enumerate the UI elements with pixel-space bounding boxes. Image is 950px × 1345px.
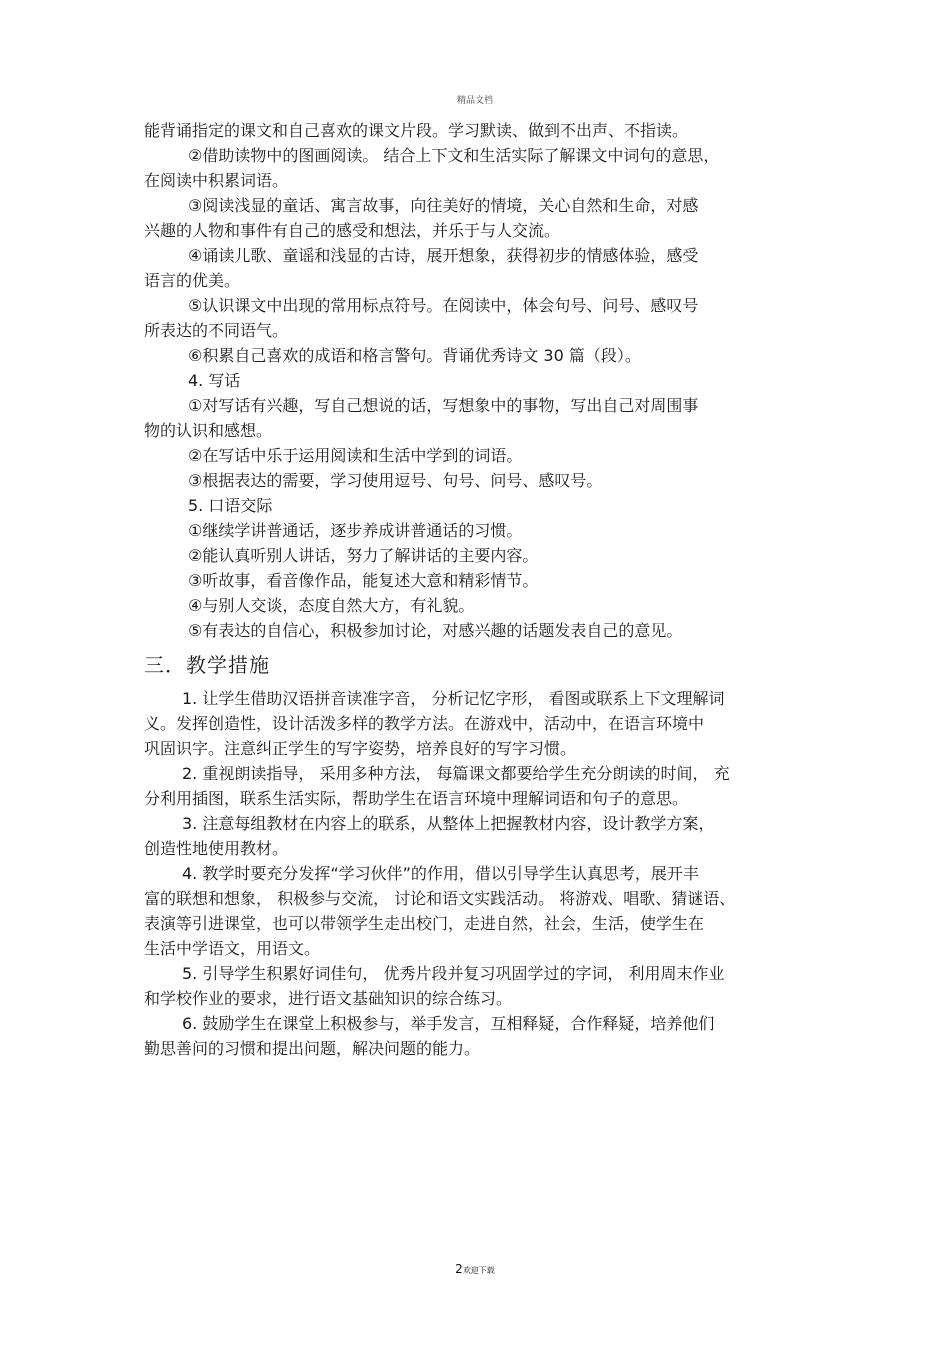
text-line: ⑥积累自己喜欢的成语和格言警句。背诵优秀诗文 30 篇（段）。	[188, 346, 641, 365]
text-line: 勤思善问的习惯和提出问题，解决问题的能力。	[144, 1039, 481, 1058]
text-line: 3. 注意每组教材在内容上的联系，从整体上把握教材内容，设计教学方案，	[182, 814, 715, 833]
text-line: 表演等引进课堂，也可以带领学生走出校门，走进自然，社会，生活，使学生在	[144, 914, 705, 933]
text-line: 富的联想和想象， 积极参与交流， 讨论和语文实践活动。 将游戏、唱歌、猜谜语、	[144, 889, 736, 908]
text-line: ⑤有表达的自信心，积极参加讨论，对感兴趣的话题发表自己的意见。	[188, 621, 683, 640]
text-line: ④与别人交谈，态度自然大方，有礼貌。	[188, 596, 475, 615]
text-line: ①继续学讲普通话，逐步养成讲普通话的习惯。	[188, 521, 523, 540]
text-line: ①对写话有兴趣，写自己想说的话，写想象中的事物，写出自己对周围事	[188, 396, 699, 415]
text-line: 5. 引导学生积累好词佳句， 优秀片段并复习巩固学过的字词， 利用周末作业	[182, 964, 725, 983]
text-line: 4. 教学时要充分发挥“学习伙伴”的作用，借以引导学生认真思考，展开丰	[182, 864, 699, 883]
page-number: 2	[455, 1262, 463, 1276]
text-line: ②借助读物中的图画阅读。 结合上下文和生活实际了解课文中词句的意思，	[188, 146, 720, 165]
text-line: 在阅读中积累词语。	[144, 171, 289, 190]
text-line: ②在写话中乐于运用阅读和生活中学到的词语。	[188, 446, 523, 465]
document-body	[144, 118, 824, 1061]
text-line: 生活中学语文，用语文。	[144, 939, 321, 958]
footer-text: 欢迎下载	[462, 1266, 495, 1275]
text-line: 2. 重视朗读指导， 采用多种方法， 每篇课文都要给学生充分朗读的时间， 充	[182, 764, 730, 783]
text-line: ③听故事，看音像作品，能复述大意和精彩情节。	[188, 571, 539, 590]
text-line: 和学校作业的要求，进行语文基础知识的综合练习。	[144, 989, 513, 1008]
text-line: ⑤认识课文中出现的常用标点符号。在阅读中，体会句号、问号、感叹号	[188, 296, 699, 315]
page-footer	[0, 1262, 950, 1276]
text-line: ④诵读儿歌、童谣和浅显的古诗，展开想象，获得初步的情感体验，感受	[188, 246, 699, 265]
text-line: 创造性地使用教材。	[144, 839, 289, 858]
text-line: 语言的优美。	[144, 271, 241, 290]
text-line: 分利用插图，联系生活实际，帮助学生在语言环境中理解词语和句子的意思。	[144, 789, 689, 808]
text-line: 所表达的不同语气。	[144, 321, 289, 340]
text-line: ③根据表达的需要，学习使用逗号、句号、问号、感叹号。	[188, 471, 603, 490]
subheading-oral: 5. 口语交际	[188, 496, 273, 515]
section-heading: 三．教学措施	[144, 653, 270, 677]
text-line: ②能认真听别人讲话，努力了解讲话的主要内容。	[188, 546, 539, 565]
text-line: 6. 鼓励学生在课堂上积极参与，举手发言，互相释疑，合作释疑，培养他们	[182, 1014, 715, 1033]
text-line: 1. 让学生借助汉语拼音读准字音， 分析记忆字形， 看图或联系上下文理解词	[182, 689, 725, 708]
text-line: 义。发挥创造性，设计活泼多样的教学方法。在游戏中，活动中，在语言环境中	[144, 714, 705, 733]
text-line: 巩固识字。注意纠正学生的写字姿势，培养良好的写字习惯。	[144, 739, 577, 758]
page-header: 精品文档	[456, 96, 493, 106]
text-line: 能背诵指定的课文和自己喜欢的课文片段。学习默读、做到不出声、不指读。	[144, 121, 689, 140]
text-line: 物的认识和感想。	[144, 421, 273, 440]
text-line: ③阅读浅显的童话、寓言故事，向往美好的情境，关心自然和生命，对感	[188, 196, 699, 215]
text-line: 兴趣的人物和事件有自己的感受和想法，并乐于与人交流。	[144, 221, 561, 240]
subheading-writing: 4. 写话	[188, 371, 241, 390]
